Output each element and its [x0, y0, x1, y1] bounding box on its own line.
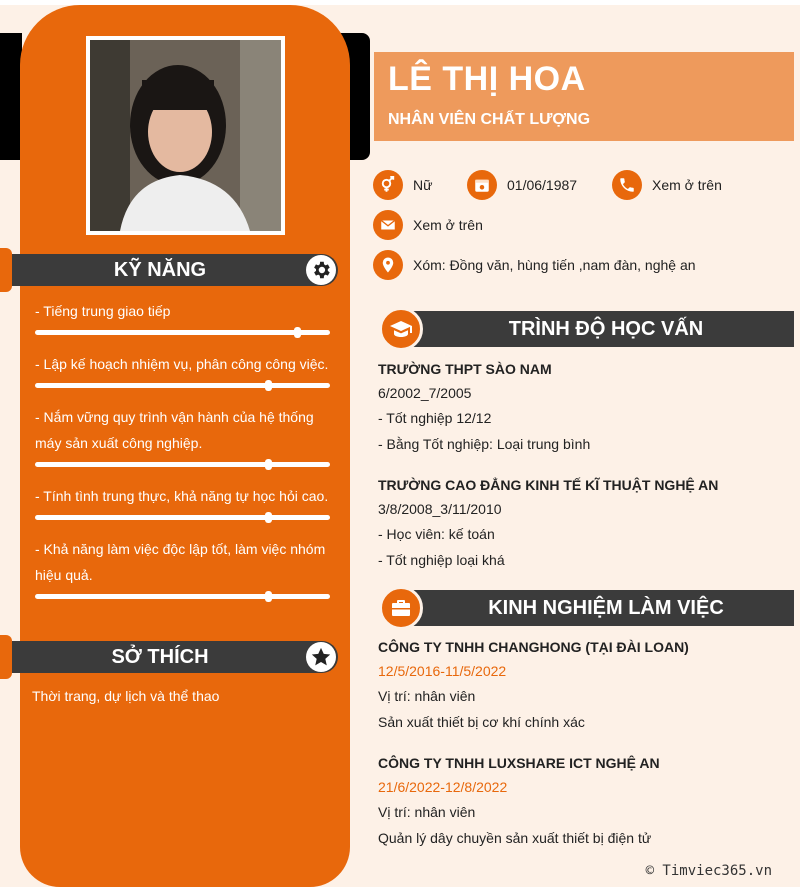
- phone-value: Xem ở trên: [652, 177, 722, 193]
- education-school: TRƯỜNG THPT SÀO NAM: [378, 361, 552, 377]
- experience-company: CÔNG TY TNHH CHANGHONG (TẠI ĐÀI LOAN): [378, 639, 689, 655]
- education-period: 6/2002_7/2005: [378, 385, 472, 401]
- skill-bar-knob: [294, 327, 301, 338]
- calendar-icon: [467, 170, 497, 200]
- skill-item: - Tính tình trung thực, khả năng tự học hỏi cao.: [35, 488, 329, 504]
- experience-description: Quản lý dây chuyền sản xuất thiết bị điện tử: [378, 830, 652, 846]
- birthdate-value: 01/06/1987: [507, 177, 578, 193]
- skill-bar: [35, 383, 330, 388]
- education-period: 3/8/2008_3/11/2010: [378, 501, 502, 517]
- skills-header: [12, 254, 338, 286]
- skill-bar: [35, 462, 330, 467]
- job-title: NHÂN VIÊN CHẤT LƯỢNG: [388, 111, 591, 128]
- experience-header: [398, 590, 794, 626]
- gear-icon: [306, 255, 336, 285]
- education-header: [398, 311, 794, 347]
- hobbies-header: [12, 641, 338, 673]
- education-school: TRƯỜNG CAO ĐẲNG KINH TẾ KĨ THUẬT NGHỆ AN: [378, 477, 719, 493]
- decor-bar-left: [0, 33, 22, 160]
- watermark: © Timviec365.vn: [645, 863, 772, 879]
- education-detail: - Tốt nghiệp 12/12: [378, 410, 492, 426]
- skills-tab-marker: [0, 248, 12, 292]
- person-name: LÊ THỊ HOA: [388, 60, 586, 98]
- hobbies-text: Thời trang, dự lịch và thể thao: [32, 688, 220, 704]
- briefcase-icon: [379, 586, 423, 630]
- skill-bar: [35, 594, 330, 599]
- skill-bar-knob: [265, 591, 272, 602]
- experience-position: Vị trí: nhân viên: [378, 804, 476, 820]
- skill-bar-knob: [265, 380, 272, 391]
- experience-title: KINH NGHIỆM LÀM VIỆC: [488, 596, 724, 619]
- skill-item: - Nắm vững quy trình vận hành của hệ thống máy sản xuất công nghiệp.: [35, 409, 314, 451]
- skill-item: - Khả năng làm việc độc lập tốt, làm việc nhóm hiệu quả.: [35, 541, 326, 583]
- education-detail: - Bằng Tốt nghiệp: Loại trung bình: [378, 436, 591, 452]
- hobbies-tab-marker: [0, 635, 12, 679]
- skill-bar-knob: [265, 512, 272, 523]
- star-icon: [306, 642, 336, 672]
- experience-description: Sản xuất thiết bị cơ khí chính xác: [378, 714, 585, 730]
- experience-period: 21/6/2022-12/8/2022: [378, 779, 508, 795]
- skill-item: - Tiếng trung giao tiếp: [35, 303, 171, 319]
- location-icon: [373, 250, 403, 280]
- skills-title: KỸ NĂNG: [113, 258, 207, 281]
- hobbies-title: SỞ THÍCH: [111, 645, 209, 668]
- avatar: [86, 36, 285, 235]
- graduation-cap-icon: [379, 307, 423, 351]
- skill-bar-knob: [265, 459, 272, 470]
- email-icon: [373, 210, 403, 240]
- skill-bar: [35, 330, 330, 335]
- education-title: TRÌNH ĐỘ HỌC VẤN: [508, 317, 704, 340]
- email-value: Xem ở trên: [413, 217, 483, 233]
- phone-icon: [612, 170, 642, 200]
- profile-photo: [90, 40, 281, 231]
- address-value: Xóm: Đồng văn, hùng tiến ,nam đàn, nghệ an: [413, 257, 696, 273]
- gender-icon: [373, 170, 403, 200]
- gender-value: Nữ: [413, 177, 433, 193]
- experience-company: CÔNG TY TNHH LUXSHARE ICT NGHỆ AN: [378, 755, 660, 771]
- education-detail: - Tốt nghiệp loại khá: [378, 552, 505, 568]
- skill-item: - Lập kế hoạch nhiệm vụ, phân công công việc.: [35, 356, 329, 372]
- skill-bar: [35, 515, 330, 520]
- experience-period: 12/5/2016-11/5/2022: [378, 663, 507, 679]
- experience-position: Vị trí: nhân viên: [378, 688, 476, 704]
- name-header: [374, 52, 794, 141]
- education-detail: - Học viên: kế toán: [378, 526, 495, 542]
